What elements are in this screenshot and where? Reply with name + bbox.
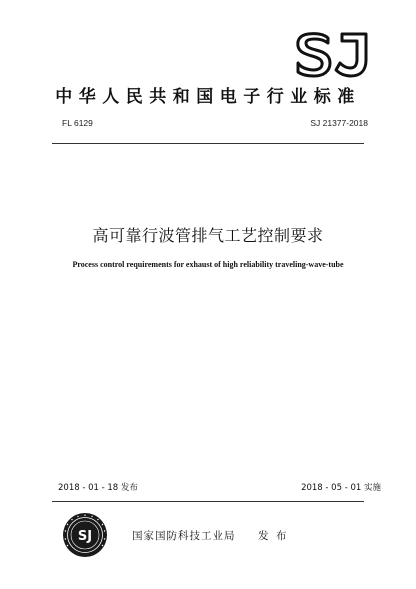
sj-logo	[294, 30, 370, 78]
seal-letters: SJ	[77, 529, 93, 544]
issue-date: 2018 - 01 - 18 发布	[58, 483, 138, 493]
implementation-date: 2018 - 05 - 01 实施	[301, 483, 381, 493]
classification-code: FL 6129	[62, 118, 93, 128]
document-title-chinese: 高可靠行波管排气工艺控制要求	[92, 226, 324, 245]
footer-divider	[52, 501, 364, 502]
seal-icon	[62, 512, 108, 558]
document-title-english: Process control requirements for exhaust of high reliability traveling-wave-tube	[72, 260, 344, 269]
sj-logo-icon	[294, 30, 370, 78]
header-divider	[52, 143, 364, 144]
publisher-name: 国家国防科技工业局	[132, 530, 236, 542]
publisher-seal	[62, 512, 108, 558]
publish-label: 发 布	[258, 530, 289, 542]
standard-number: SJ 21377-2018	[310, 118, 368, 128]
standard-category-title: 中华人民共和国电子行业标准	[55, 87, 361, 107]
